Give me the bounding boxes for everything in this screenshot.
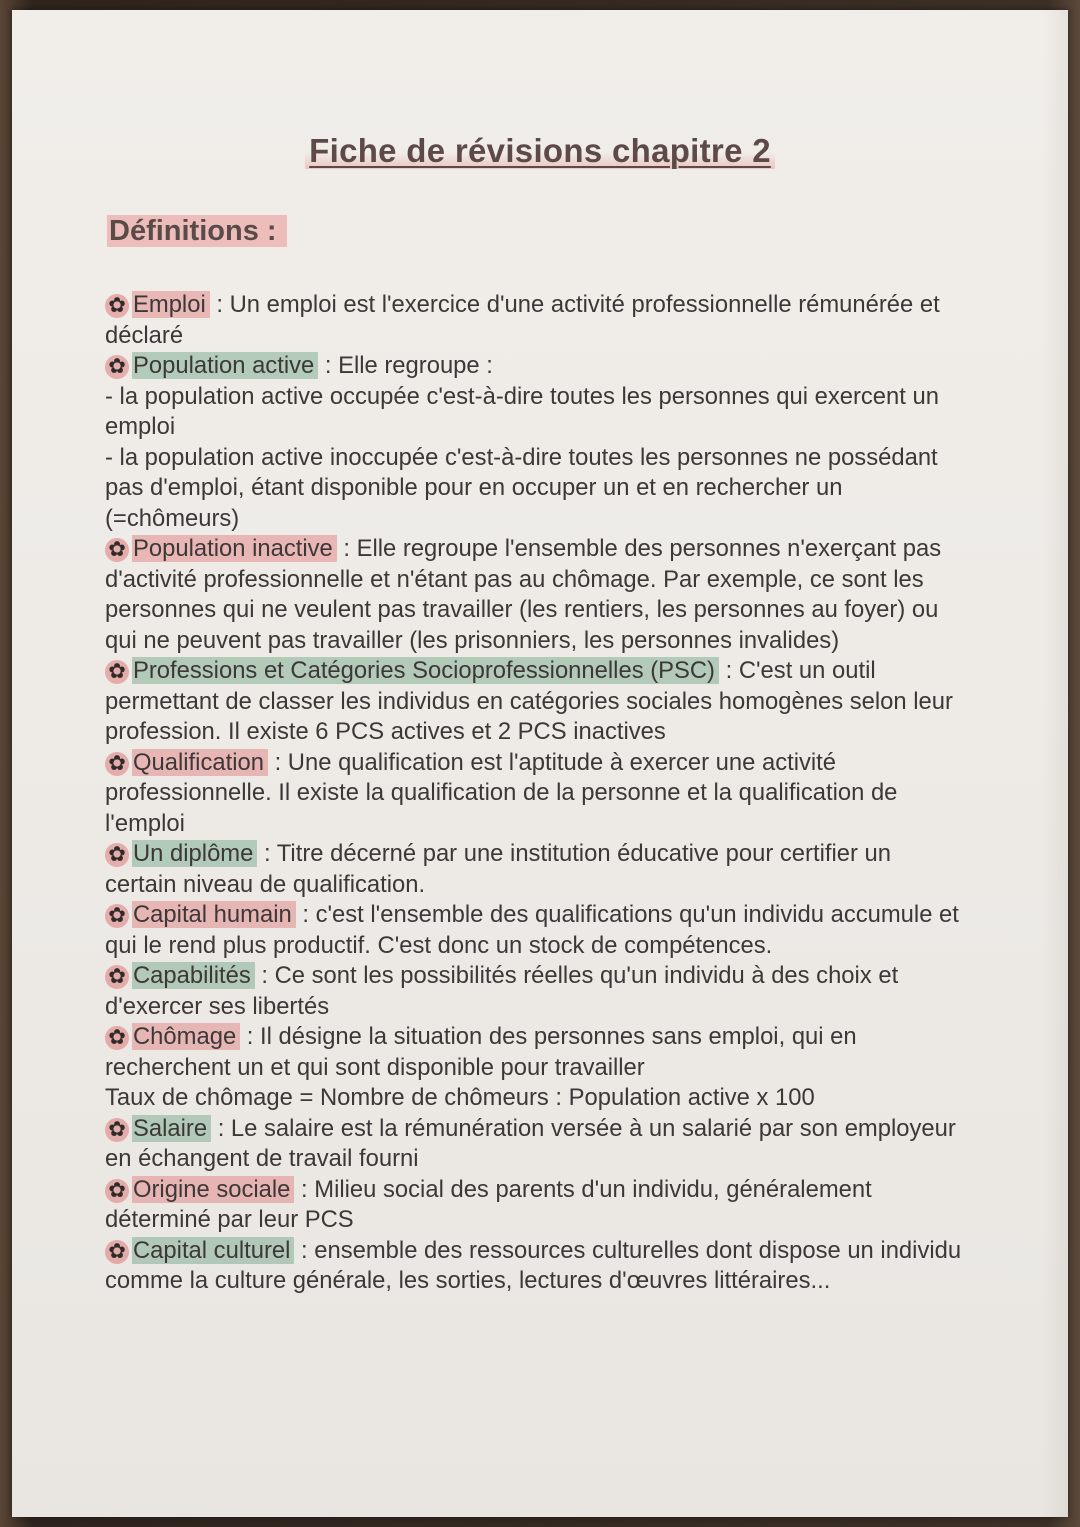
flower-icon: ✿: [105, 538, 129, 562]
definition-entry: ✿ Capital humain : c'est l'ensemble des qualifications qu'un individu accumule et qui le rend plus productif. C'est donc un stock de compétences.: [105, 901, 959, 959]
definition-term: Qualification: [132, 749, 268, 776]
definition-text: Milieu social des parents d'un individu, généralement déterminé par leur PCS: [105, 1175, 872, 1233]
definition-term: Emploi: [132, 291, 210, 318]
definition-entry: ✿ Capital culturel : ensemble des ressources culturelles dont dispose un individu comme la culture générale, les sorties, lectures d'œuvres littéraires...: [105, 1236, 962, 1294]
definition-text: C'est un outil permettant de classer les individus en catégories sociales homogènes selon leur profession. Il existe 6 PCS actives et 2 PCS inactives: [105, 657, 953, 745]
formula-line: [105, 1083, 963, 1114]
definition-term: Un diplôme: [132, 840, 257, 867]
definition-term: Capabilités: [132, 962, 255, 989]
flower-icon: ✿: [105, 1240, 129, 1264]
definition-entry: ✿ Origine sociale : Milieu social des parents d'un individu, généralement déterminé par leur PCS: [105, 1175, 872, 1233]
flower-icon: ✿: [105, 904, 129, 928]
definition-entry: ✿ Qualification : Une qualification est l'aptitude à exercer une activité professionnelle. Il existe la qualification de la personne et la qualification de l'emploi: [105, 748, 898, 837]
definition-term: Chômage: [132, 1023, 240, 1050]
definition-subline: [105, 382, 963, 443]
definition-text: Il désigne la situation des personnes sans emploi, qui en recherchent un et qui sont disponible pour travailler: [105, 1023, 857, 1081]
definition-text: - la population active inoccupée c'est-à-dire toutes les personnes ne possédant pas d'emploi, étant disponible pour en occuper un et en rechercher un (=chômeurs): [105, 443, 938, 532]
flower-icon: ✿: [105, 660, 129, 684]
page-title: Fiche de révisions chapitre 2: [12, 132, 1068, 170]
definition-term: Population inactive: [132, 535, 337, 562]
flower-icon: ✿: [105, 1179, 129, 1203]
flower-icon: ✿: [105, 752, 129, 776]
definition-entry: ✿ Chômage : Il désigne la situation des personnes sans emploi, qui en recherchent un et qui sont disponible pour travailler: [105, 1023, 857, 1081]
definition-text: Une qualification est l'aptitude à exercer une activité professionnelle. Il existe la qualification de la personne et la qualification de l'emploi: [105, 748, 898, 837]
definition-text: c'est l'ensemble des qualifications qu'un individu accumule et qui le rend plus productif. C'est donc un stock de compétences.: [105, 901, 959, 959]
definition-subline: [105, 443, 963, 535]
definition-entry: ✿ Population inactive : Elle regroupe l'ensemble des personnes n'exerçant pas d'activité professionnelle et n'étant pas au chômage. Par exemple, ce sont les personnes qui ne veulent pas travailler (les rentiers, les personnes au foyer) ou qui ne peuvent pas travailler (les prisonniers, les personnes invalides): [105, 535, 942, 654]
definition-term: Origine sociale: [132, 1176, 294, 1203]
definitions-list: [105, 290, 963, 1297]
definition-text: Elle regroupe :: [338, 352, 493, 379]
flower-icon: ✿: [105, 1026, 129, 1050]
flower-icon: ✿: [105, 355, 129, 379]
sheet-shadow: [1042, 10, 1068, 1517]
definition-term: Population active: [132, 352, 318, 379]
definition-term: Capital humain: [132, 901, 296, 928]
flower-icon: ✿: [105, 1118, 129, 1142]
flower-icon: ✿: [105, 965, 129, 989]
definition-entry: ✿ Professions et Catégories Socioprofessionnelles (PSC) : C'est un outil permettant de classer les individus en catégories sociales homogènes selon leur profession. Il existe 6 PCS actives et 2 PCS inactives: [105, 657, 953, 745]
definition-text: ensemble des ressources culturelles dont dispose un individu comme la culture générale, les sorties, lectures d'œuvres littéraires...: [105, 1236, 962, 1294]
definition-entry: ✿ Emploi : Un emploi est l'exercice d'une activité professionnelle rémunérée et déclaré: [105, 291, 940, 349]
definition-term: Capital culturel: [132, 1237, 294, 1264]
definition-text: Ce sont les possibilités réelles qu'un individu à des choix et d'exercer ses libertés: [105, 962, 899, 1020]
definition-text: Titre décerné par une institution éducative pour certifier un certain niveau de qualification.: [105, 840, 891, 898]
revision-sheet: [12, 10, 1068, 1517]
definition-term: Salaire: [132, 1115, 211, 1142]
definition-text: Un emploi est l'exercice d'une activité professionnelle rémunérée et déclaré: [105, 291, 940, 349]
definition-entry: ✿ Population active : Elle regroupe :: [105, 351, 963, 382]
definition-entry: ✿ Capabilités : Ce sont les possibilités réelles qu'un individu à des choix et d'exercer ses libertés: [105, 962, 899, 1020]
flower-icon: ✿: [105, 843, 129, 867]
definition-text: Taux de chômage = Nombre de chômeurs : Population active x 100: [105, 1084, 815, 1111]
definition-entry: ✿ Un diplôme : Titre décerné par une institution éducative pour certifier un certain niveau de qualification.: [105, 840, 891, 898]
flower-icon: ✿: [105, 294, 129, 318]
definition-text: - la population active occupée c'est-à-dire toutes les personnes qui exercent un emploi: [105, 382, 939, 440]
section-heading: Définitions :: [107, 215, 287, 248]
definition-term: Professions et Catégories Socioprofessionnelles (PSC): [132, 657, 719, 684]
definition-text: Le salaire est la rémunération versée à un salarié par son employeur en échangent de travail fourni: [105, 1114, 956, 1172]
definition-entry: ✿ Salaire : Le salaire est la rémunération versée à un salarié par son employeur en échangent de travail fourni: [105, 1114, 956, 1172]
definition-text: Elle regroupe l'ensemble des personnes n'exerçant pas d'activité professionnelle et n'étant pas au chômage. Par exemple, ce sont les personnes qui ne veulent pas travailler (les rentiers, les personnes au foyer) ou qui ne peuvent pas travailler (les prisonniers, les personnes invalides): [105, 535, 942, 654]
